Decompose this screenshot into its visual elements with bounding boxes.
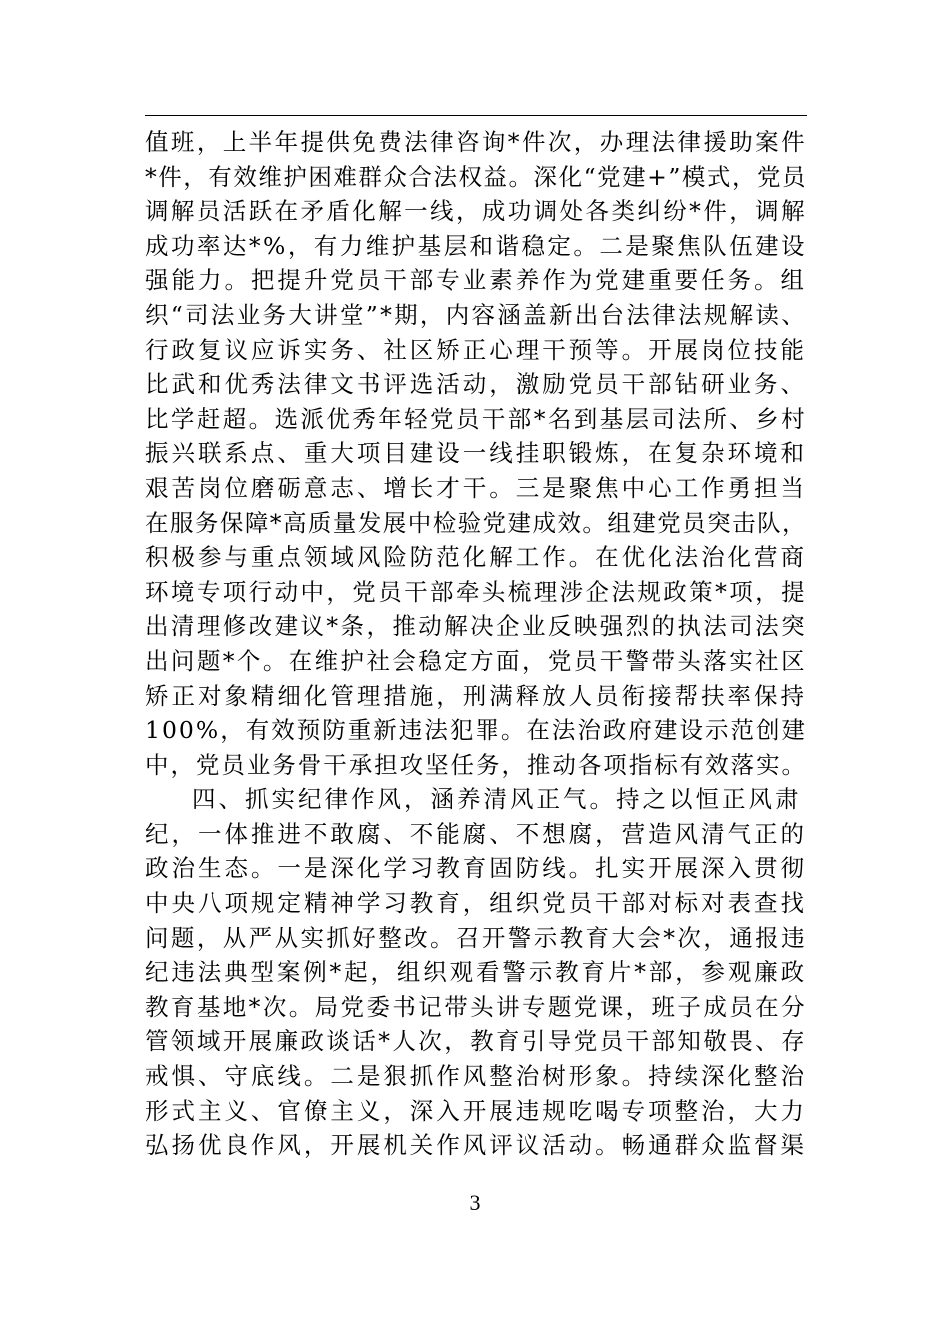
text-line: 值班，上半年提供免费法律咨询*件次，办理法律援助案件 xyxy=(145,128,807,156)
text-line: 教育基地*次。局党委书记带头讲专题党课，班子成员在分 xyxy=(145,992,807,1021)
text-line: 出清理修改建议*条，推动解决企业反映强烈的执法司法突 xyxy=(145,612,807,641)
text-line: 艰苦岗位磨砺意志、增长才干。三是聚焦中心工作勇担当 xyxy=(145,473,807,502)
text-line: 中，党员业务骨干承担攻坚任务，推动各项指标有效落实。 xyxy=(145,750,807,779)
text-line: 戒惧、守底线。二是狠抓作风整治树形象。持续深化整治 xyxy=(145,1062,807,1091)
header-rule xyxy=(145,115,807,116)
text-line: 在服务保障*高质量发展中检验党建成效。组建党员突击队， xyxy=(145,508,807,537)
text-line: 积极参与重点领域风险防范化解工作。在优化法治化营商 xyxy=(145,543,807,572)
text-line: 纪违法典型案例*起，组织观看警示教育片*部，参观廉政 xyxy=(145,958,807,987)
text-line: 行政复议应诉实务、社区矫正心理干预等。开展岗位技能 xyxy=(145,335,807,364)
section-heading-line: 四、抓实纪律作风，涵养清风正气。持之以恒正风肃 xyxy=(192,785,802,814)
page-number: 3 xyxy=(469,1190,481,1215)
text-line: 形式主义、官僚主义，深入开展违规吃喝专项整治，大力 xyxy=(145,1096,807,1125)
text-line: *件，有效维护困难群众合法权益。深化“党建+”模式，党员 xyxy=(145,162,807,191)
text-line: 弘扬优良作风，开展机关作风评议活动。畅通群众监督渠 xyxy=(145,1131,807,1160)
text-line: 比武和优秀法律文书评选活动，激励党员干部钻研业务、 xyxy=(145,370,807,399)
text-line: 中央八项规定精神学习教育，组织党员干部对标对表查找 xyxy=(145,889,807,918)
text-line: 纪，一体推进不敢腐、不能腐、不想腐，营造风清气正的 xyxy=(145,819,807,848)
body-text xyxy=(145,125,807,1163)
text-line: 政治生态。一是深化学习教育固防线。扎实开展深入贯彻 xyxy=(145,854,807,883)
text-line: 出问题*个。在维护社会稳定方面，党员干警带头落实社区 xyxy=(145,646,807,675)
text-line: 成功率达*%，有力维护基层和谐稳定。二是聚焦队伍建设 xyxy=(145,231,807,260)
text-line: 管领域开展廉政谈话*人次，教育引导党员干部知敬畏、存 xyxy=(145,1027,807,1056)
text-line: 环境专项行动中，党员干部牵头梳理涉企法规政策*项，提 xyxy=(145,577,807,606)
text-line: 问题，从严从实抓好整改。召开警示教育大会*次，通报违 xyxy=(145,923,807,952)
text-line: 100%，有效预防重新违法犯罪。在法治政府建设示范创建 xyxy=(145,716,807,745)
text-line: 调解员活跃在矛盾化解一线，成功调处各类纠纷*件，调解 xyxy=(145,197,807,226)
text-line: 振兴联系点、重大项目建设一线挂职锻炼，在复杂环境和 xyxy=(145,439,807,468)
text-line: 矫正对象精细化管理措施，刑满释放人员衔接帮扶率保持 xyxy=(145,681,807,710)
text-line: 织“司法业务大讲堂”*期，内容涵盖新出台法律法规解读、 xyxy=(145,300,807,329)
text-line: 强能力。把提升党员干部专业素养作为党建重要任务。组 xyxy=(145,266,807,295)
text-line: 比学赶超。选派优秀年轻党员干部*名到基层司法所、乡村 xyxy=(145,404,807,433)
